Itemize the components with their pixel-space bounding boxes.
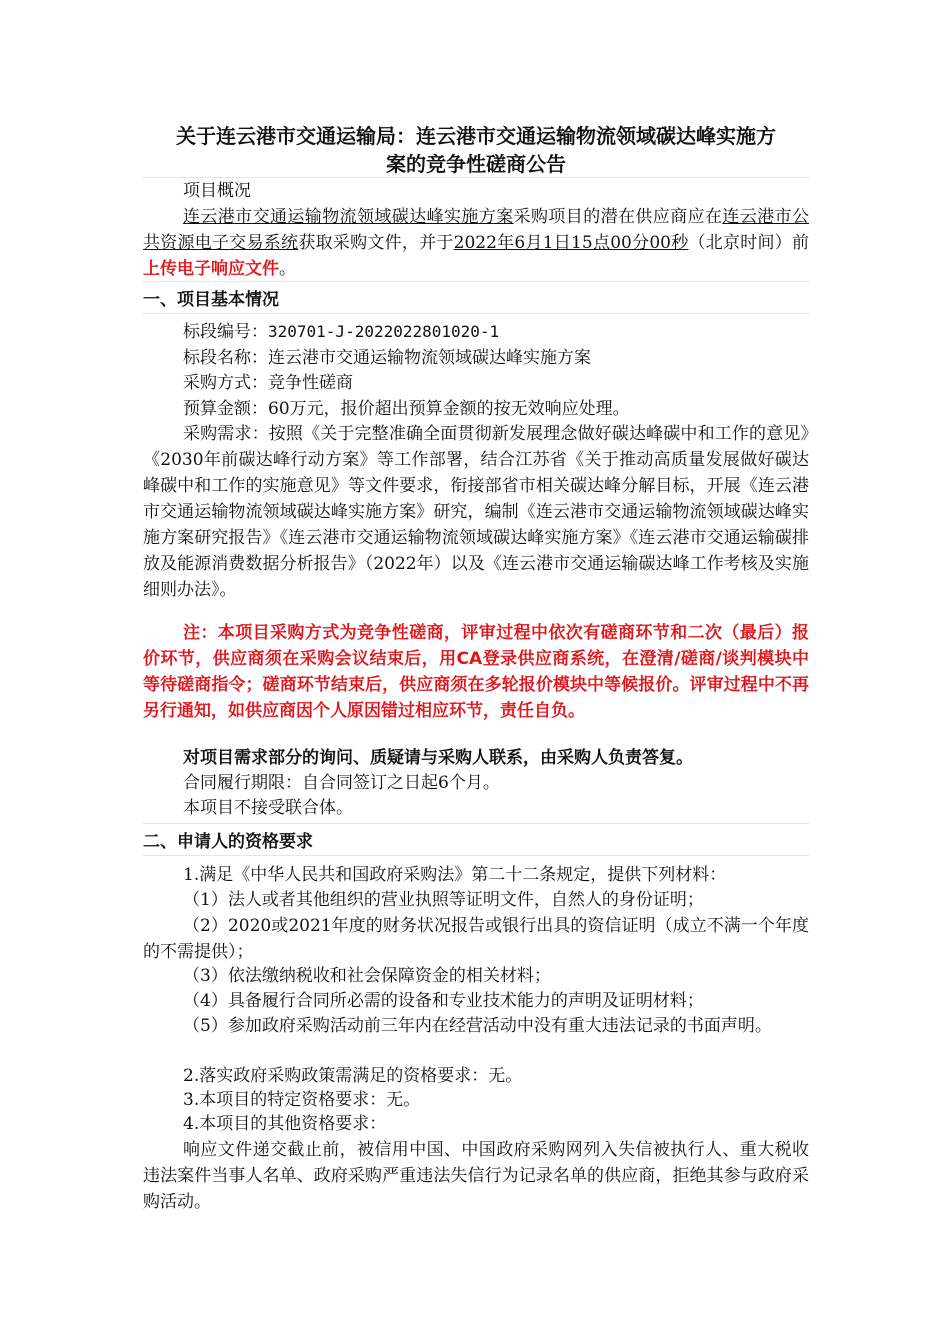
platform-link[interactable]: 连云港市公共资源电子交易系统	[143, 207, 810, 253]
lot-number	[183, 319, 809, 345]
overview-text-3: （北京时间）前	[688, 233, 810, 253]
upload-notice: 上传电子响应文件	[143, 259, 279, 279]
overview-text-2: 获取采购文件，并于	[298, 233, 454, 253]
qualification-sub-3: （3）依法缴纳税收和社会保障资金的相关材料；	[183, 966, 551, 986]
title-line-1: 关于连云港市交通运输局：连云港市交通运输物流领域碳达峰实施方	[176, 124, 776, 148]
qualification-item-2: 2.落实政府采购政策需满足的资格要求：无。	[183, 1066, 523, 1086]
page-title	[143, 122, 809, 178]
lot-number-label: 标段编号：	[183, 322, 268, 342]
qualification-sub-4: （4）具备履行合同所必需的设备和专业技术能力的声明及证明材料；	[183, 991, 704, 1011]
qualification-sub-1: （1）法人或者其他组织的营业执照等证明文件，自然人的身份证明；	[183, 890, 704, 910]
project-name-link[interactable]: 连云港市交通运输物流领域碳达峰实施方案	[183, 207, 514, 227]
qualification-item-1: 1.满足《中华人民共和国政府采购法》第二十二条规定，提供下列材料：	[183, 865, 727, 885]
lot-name: 标段名称：连云港市交通运输物流领域碳达峰实施方案	[183, 348, 591, 368]
overview-text-1: 采购项目的潜在供应商应在	[513, 207, 723, 227]
contract-period: 合同履行期限：自合同签订之日起6个月。	[183, 773, 500, 793]
section-divider-2b	[143, 855, 809, 856]
lot-number-value: 320701-J-2022022801020-1	[268, 322, 500, 341]
budget-amount: 预算金额：60万元，报价超出预算金额的按无效响应处理。	[183, 399, 630, 419]
qualification-item-3: 3.本项目的特定资格要求：无。	[183, 1090, 421, 1110]
bidding-note: 注：本项目采购方式为竞争性磋商，评审过程中依次有磋商环节和二次（最后）报价环节，供应商须在采购会议结束后，用CA登录供应商系统，在澄清/磋商/谈判模块中等待磋商指令；磋商环节结束后，供应商须在多轮报价模块中等候报价。评审过程中不再另行通知，如供应商因个人原因错过相应环节，责任自负。	[143, 623, 809, 721]
consortium-notice: 本项目不接受联合体。	[183, 798, 353, 818]
title-line-2: 案的竞争性磋商公告	[386, 152, 566, 176]
overview-end: 。	[279, 259, 296, 279]
procurement-method: 采购方式：竞争性磋商	[183, 373, 353, 393]
overview-paragraph	[143, 204, 809, 282]
section-divider-2	[143, 823, 809, 824]
section-divider-1b	[143, 313, 809, 314]
credit-requirement: 响应文件递交截止前，被信用中国、中国政府采购网列入失信被执行人、重大税收违法案件当事人名单、政府采购严重违法失信行为记录名单的供应商，拒绝其参与政府采购活动。	[143, 1140, 809, 1212]
procurement-demand: 采购需求：按照《关于完整准确全面贯彻新发展理念做好碳达峰碳中和工作的意见》《2030年前碳达峰行动方案》等工作部署，结合江苏省《关于推动高质量发展做好碳达峰碳中和工作的实施意见》等文件要求，衔接部省市相关碳达峰分解目标，开展《连云港市交通运输物流领域碳达峰实施方案》研究，编制《连云港市交通运输物流领域碳达峰实施方案研究报告》《连云港市交通运输物流领域碳达峰实施方案》《连云港市交通运输碳排放及能源消费数据分析报告》（2022年）以及《连云港市交通运输碳达峰工作考核及实施细则办法》。	[143, 424, 809, 600]
section-2-heading: 二、申请人的资格要求	[143, 832, 313, 852]
qualification-sub-2: （2）2020或2021年度的财务状况报告或银行出具的资信证明（成立不满一个年度的不需提供）；	[143, 916, 809, 962]
deadline-text: 2022年6月1日15点00分00秒	[453, 233, 689, 253]
qualification-item-4: 4.本项目的其他资格要求：	[183, 1114, 387, 1134]
overview-heading: 项目概况	[183, 181, 251, 201]
contact-notice: 对项目需求部分的询问、质疑请与采购人联系，由采购人负责答复。	[183, 748, 693, 768]
qualification-sub-5: （5）参加政府采购活动前三年内在经营活动中没有重大违法记录的书面声明。	[183, 1016, 772, 1036]
section-divider-1	[143, 281, 809, 282]
section-1-heading: 一、项目基本情况	[143, 290, 279, 310]
